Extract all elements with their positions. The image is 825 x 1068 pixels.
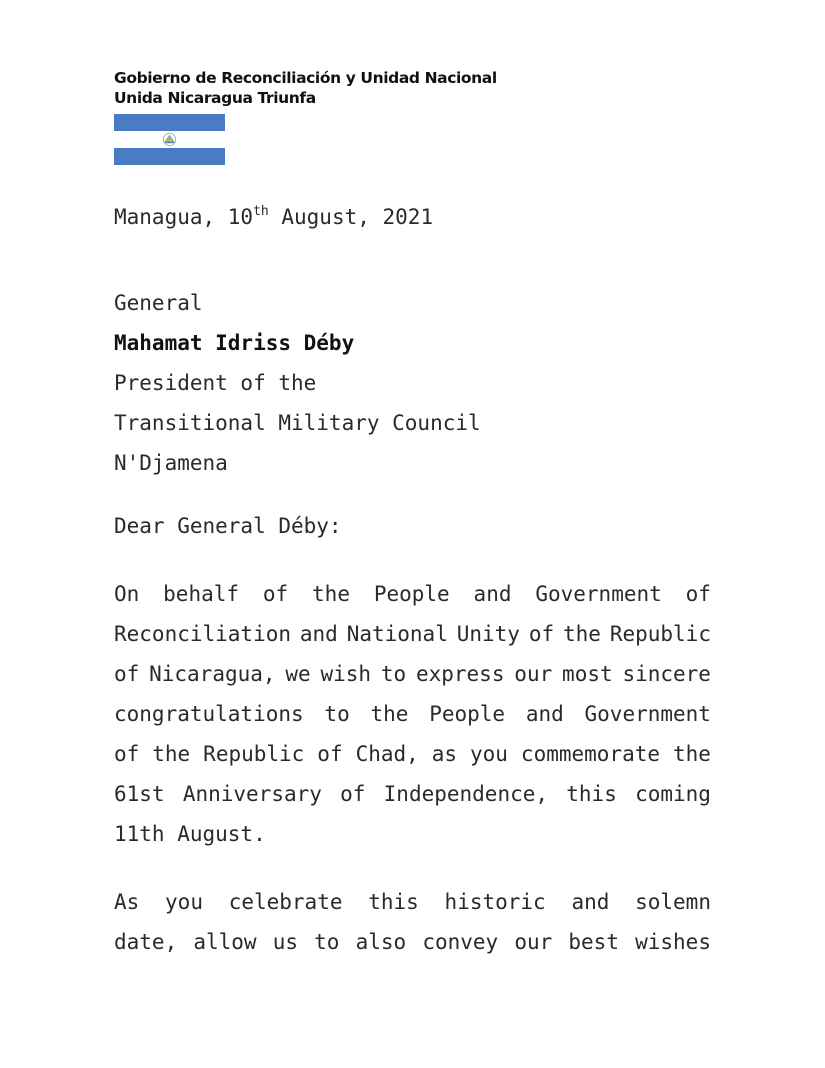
paragraph-word: as	[431, 742, 458, 766]
paragraph-word: National	[346, 622, 448, 646]
paragraph-word: allow	[193, 930, 257, 954]
paragraph-line	[114, 882, 711, 922]
paragraph-word: the	[152, 742, 191, 766]
paragraph-word: wishes	[635, 930, 711, 954]
paragraph-word: of	[340, 782, 366, 806]
paragraph-word: of	[528, 622, 555, 646]
letterhead-government-name: Gobierno de Reconciliación y Unidad Nacional	[114, 69, 497, 87]
flag-bottom-stripe	[114, 148, 225, 165]
paragraph-word: celebrate	[228, 890, 343, 914]
paragraph-line	[114, 922, 711, 962]
paragraph-word: to	[314, 930, 340, 954]
addressee-name: Mahamat Idriss Déby	[114, 331, 355, 355]
paragraph-word: As	[114, 890, 140, 914]
paragraph-word: we	[285, 662, 311, 686]
paragraph-word: Chad,	[355, 742, 419, 766]
date-suffix: August, 2021	[268, 205, 434, 229]
paragraph-word: the	[672, 742, 711, 766]
paragraph-word: and	[571, 890, 610, 914]
paragraph-word: 61st	[114, 782, 165, 806]
paragraph-word: the	[563, 622, 601, 646]
paragraph-word: historic	[444, 890, 546, 914]
paragraph-word: to	[324, 702, 350, 726]
date-prefix: Managua, 10	[114, 205, 254, 229]
paragraph-word: of	[317, 742, 343, 766]
flag-top-stripe	[114, 114, 225, 131]
paragraph-word: convey	[422, 930, 499, 954]
paragraph-word: our	[514, 930, 553, 954]
addressee-position-line1: President of the	[114, 371, 317, 395]
addressee-city: N'Djamena	[114, 451, 228, 475]
paragraph-word: On	[114, 582, 140, 606]
paragraph-word: Government	[584, 702, 711, 726]
paragraph-word: our	[514, 662, 553, 686]
paragraph-word: People	[373, 582, 450, 606]
paragraph-word: to	[380, 662, 407, 686]
paragraph-word: of	[685, 582, 711, 606]
paragraph-word: solemn	[635, 890, 711, 914]
paragraph-line	[114, 694, 711, 734]
paragraph-word: of	[114, 662, 140, 686]
paragraph-word: date,	[114, 930, 178, 954]
paragraph-word: Anniversary	[182, 782, 322, 806]
paragraph-word: Government	[535, 582, 662, 606]
salutation: Dear General Déby:	[114, 514, 342, 538]
paragraph-word: and	[473, 582, 512, 606]
paragraph-word: us	[272, 930, 299, 954]
paragraph-word: Reconciliation	[114, 622, 292, 646]
flag-emblem-icon	[163, 133, 175, 145]
body-paragraph-2	[114, 882, 711, 962]
paragraph-word: express	[415, 662, 505, 686]
paragraph-line	[114, 814, 711, 854]
paragraph-word: Republic	[203, 742, 305, 766]
addressee-block	[114, 283, 481, 483]
paragraph-word: wish	[320, 662, 372, 686]
addressee-position-line2: Transitional Military Council	[114, 411, 481, 435]
paragraph-word: Republic	[609, 622, 711, 646]
paragraph-word: this	[566, 782, 617, 806]
paragraph-word: 11th August.	[114, 822, 266, 846]
paragraph-word: commemorate	[520, 742, 660, 766]
letter-date	[114, 203, 433, 231]
paragraph-word: also	[355, 930, 407, 954]
paragraph-line	[114, 774, 711, 814]
letterhead	[114, 68, 497, 108]
paragraph-line	[114, 574, 711, 614]
paragraph-word: of	[114, 742, 140, 766]
paragraph-word: most	[562, 662, 613, 686]
paragraph-word: the	[312, 582, 350, 606]
paragraph-line	[114, 734, 711, 774]
letterhead-slogan: Unida Nicaragua Triunfa	[114, 89, 316, 107]
paragraph-word: coming	[635, 782, 711, 806]
paragraph-word: of	[262, 582, 289, 606]
nicaragua-flag-icon	[114, 114, 225, 165]
paragraph-word: behalf	[163, 582, 240, 606]
paragraph-word: you	[165, 890, 203, 914]
paragraph-word: sincere	[622, 662, 711, 686]
paragraph-line	[114, 654, 711, 694]
paragraph-word: Independence,	[383, 782, 549, 806]
date-ordinal: th	[253, 204, 269, 219]
paragraph-word: and	[299, 622, 338, 646]
paragraph-word: Nicaragua,	[149, 662, 276, 686]
addressee-title: General	[114, 291, 203, 315]
paragraph-word: congratulations	[114, 702, 304, 726]
paragraph-word: the	[370, 702, 409, 726]
body-paragraph-1	[114, 574, 711, 854]
paragraph-word: Unity	[456, 622, 520, 646]
paragraph-word: and	[525, 702, 564, 726]
paragraph-word: People	[429, 702, 506, 726]
paragraph-word: this	[368, 890, 419, 914]
paragraph-word: best	[568, 930, 619, 954]
paragraph-line	[114, 614, 711, 654]
paragraph-word: you	[470, 742, 508, 766]
